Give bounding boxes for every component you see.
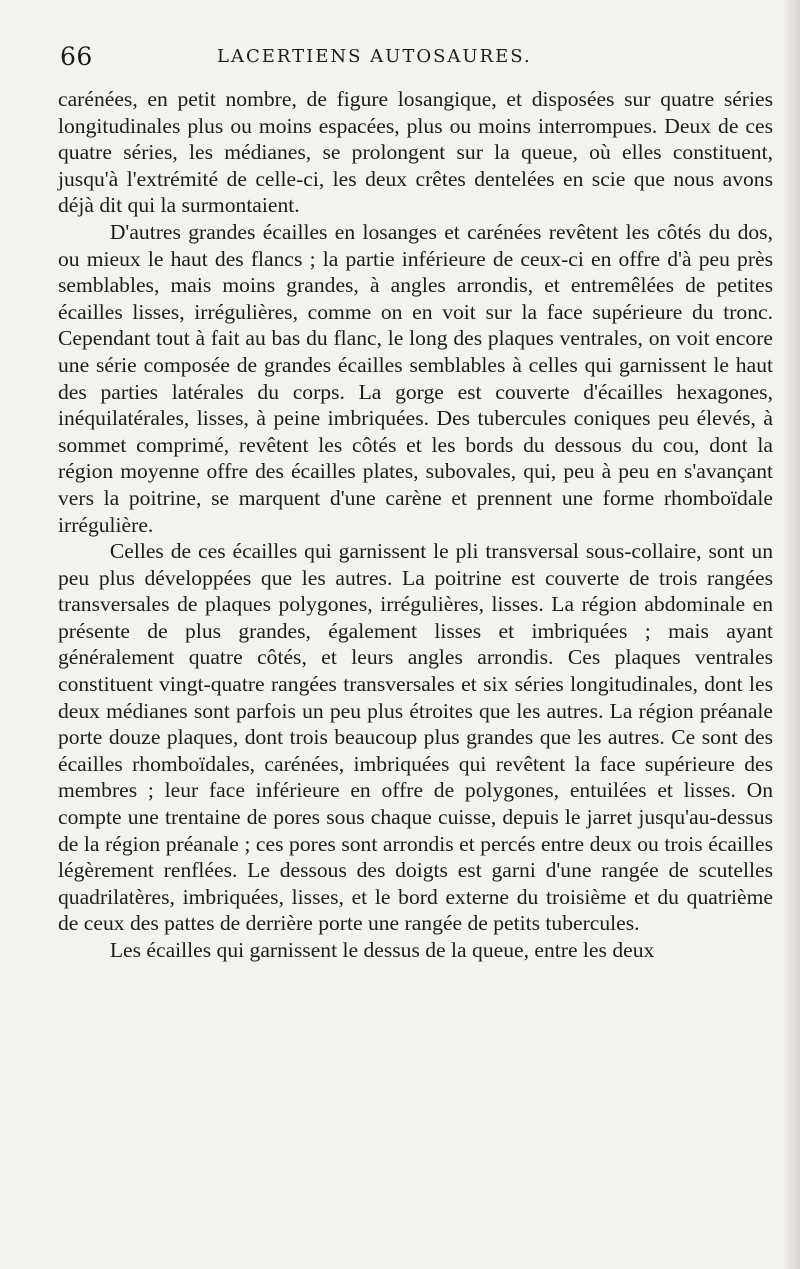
page-number: 66: [60, 42, 93, 71]
page-edge-shadow: [782, 0, 800, 1269]
body-text: [58, 86, 773, 964]
paragraph-ventral-plates: Celles de ces écailles qui garnissent le pli transversal sous-collaire, sont un peu plus développées que les autres. La poitrine est couverte de trois rangées transversales de plaques polygones, irrégulières, lisses. La région abdominale en présente de plus grandes, également lisses et imbriquées ; mais ayant généralement quatre côtés, et leurs angles arrondis. Ces plaques ventrales constituent vingt-quatre rangées transversales et six séries longitudinales, dont les deux médianes sont parfois un peu plus étroites que les autres. La région préanale porte douze plaques, dont trois beaucoup plus grandes que les autres. Ce sont des écailles rhomboïdales, carénées, imbriquées qui revêtent la face supérieure des membres ; leur face inférieure en offre de polygones, entuilées et lisses. On compte une trentaine de pores sous chaque cuisse, depuis le jarret jusqu'au-dessus de la région préanale ; ces pores sont arrondis et percés entre deux ou trois écailles légèrement renflées. Le dessous des doigts est garni d'une rangée de scutelles quadrilatères, imbriquées, lisses, et le bord externe du troisième et du quatrième de ceux des pattes de derrière porte une rangée de petits tubercules.: [58, 539, 773, 936]
running-head: LACERTIENS AUTOSAURES.: [217, 46, 532, 67]
paragraph-tail-scales: Les écailles qui garnissent le dessus de la queue, entre les deux: [109, 938, 655, 962]
paragraph-continuation: carénées, en petit nombre, de figure losangique, et disposées sur quatre séries longitudinales plus ou moins espacées, plus ou moins interrompues. Deux de ces quatre séries, les médianes, se prolongent sur la queue, où elles constituent, jusqu'à l'extrémité de celle-ci, les deux crêtes dentelées en scie que nous avons déjà dit qui la surmontaient.: [58, 87, 773, 218]
paragraph-flank-scales: D'autres grandes écailles en losanges et carénées revêtent les côtés du dos, ou mieux le haut des flancs ; la partie inférieure de ceux-ci en offre d'à peu près semblables, mais moins grandes, à angles arrondis, et entremêlées de petites écailles lisses, irrégulières, comme on en voit sur la face supérieure du tronc. Cependant tout à fait au bas du flanc, le long des plaques ventrales, on voit encore une série composée de grandes écailles semblables à celles qui garnissent le haut des parties latérales du corps. La gorge est couverte d'écailles hexagones, inéquilatérales, lisses, à peine imbriquées. Des tubercules coniques peu élevés, à sommet comprimé, revêtent les côtés et les bords du dessous du cou, dont la région moyenne offre des écailles plates, subovales, qui, peu à peu en s'avançant vers la poitrine, se marquent d'une carène et prennent une forme rhomboïdale irrégulière.: [58, 219, 773, 537]
page-header: [60, 42, 760, 72]
